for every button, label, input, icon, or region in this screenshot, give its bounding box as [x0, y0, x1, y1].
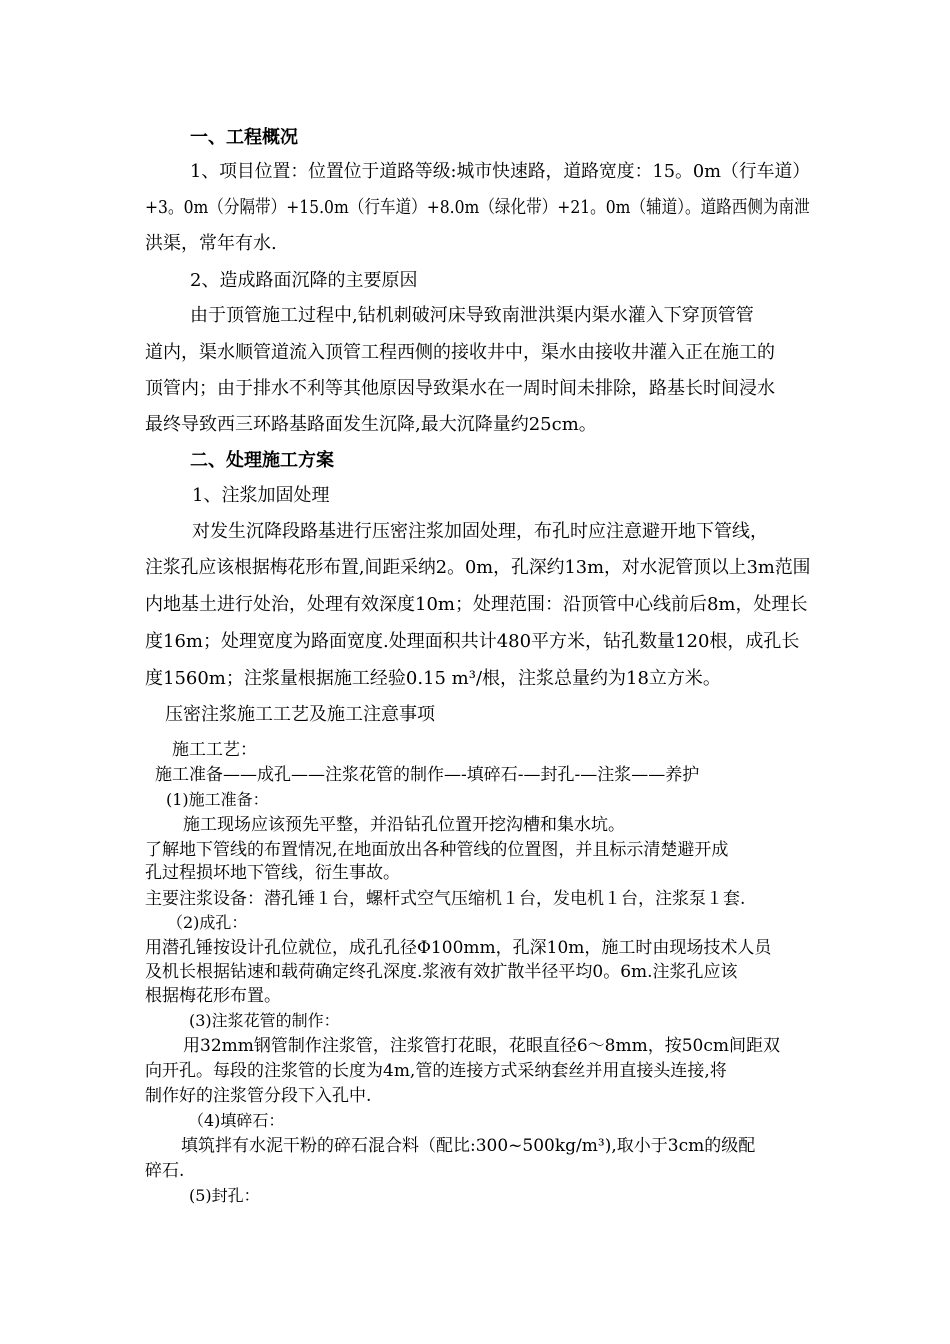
paragraph-line: 道内，渠水顺管道流入顶管工程西侧的接收井中，渠水由接收井灌入正在施工的: [145, 342, 775, 363]
paragraph-line: 及机长根据钻速和载荷确定终孔深度.浆液有效扩散半径平均0。6m.注浆孔应该: [145, 962, 738, 982]
paragraph-line: 主要注浆设备：潜孔锤１台，螺杆式空气压缩机１台，发电机１台，注浆泵１套.: [145, 889, 746, 909]
paragraph-line: 由于顶管施工过程中,钻机刺破河床导致南泄洪渠内渠水灌入下穿顶管管: [190, 305, 754, 326]
paragraph-line: 对发生沉降段路基进行压密注浆加固处理，布孔时应注意避开地下管线，: [192, 521, 768, 542]
paragraph-line: 用32mm钢管制作注浆管，注浆管打花眼，花眼直径6～8mm，按50cm间距双: [183, 1036, 781, 1056]
step-heading: (5)封孔：: [189, 1186, 260, 1205]
paragraph-line: 用潜孔锤按设计孔位就位，成孔孔径Φ100mm，孔深10m，施工时由现场技术人员: [145, 938, 772, 958]
paragraph-line: 1、项目位置：位置位于道路等级:城市快速路，道路宽度：15。0m（行车道）: [190, 161, 811, 182]
subheading: 1、注浆加固处理: [192, 485, 330, 506]
heading-treatment-plan: 二、处理施工方案: [190, 450, 334, 471]
paragraph-line: +3。0m（分隔带）+15.0m（行车道）+8.0m（绿化带）+21。0m（辅道）。道路西侧为南泄: [145, 197, 810, 218]
process-flow: 施工准备——成孔——注浆花管的制作—-填碎石-—封孔-—注浆——养护: [155, 765, 700, 785]
paragraph-line: 向开孔。每段的注浆管的长度为4m,管的连接方式采纳套丝并用直接头连接,将: [145, 1061, 727, 1081]
step-heading: （4)填碎石：: [188, 1111, 285, 1130]
paragraph-line: 碎石.: [145, 1161, 185, 1181]
paragraph-line: 最终导致西三环路基路面发生沉降,最大沉降量约25cm。: [145, 414, 597, 435]
subheading: 施工工艺：: [172, 740, 257, 760]
paragraph-line: 注浆孔应该根据梅花形布置,间距采纳2。0m，孔深约13m，对水泥管顶以上3m范围: [145, 557, 811, 578]
paragraph-line: 根据梅花形布置。: [145, 986, 281, 1006]
paragraph-line: 内地基土进行处治，处理有效深度10m；处理范围：沿顶管中心线前后8m，处理长: [145, 594, 808, 615]
paragraph-line: 顶管内；由于排水不利等其他原因导致渠水在一周时间未排除，路基长时间浸水: [145, 378, 775, 399]
subheading: 压密注浆施工工艺及施工注意事项: [165, 704, 435, 725]
paragraph-line: 孔过程损坏地下管线，衍生事故。: [145, 863, 400, 883]
heading-project-overview: 一、工程概况: [190, 127, 298, 148]
paragraph-line: 洪渠，常年有水.: [145, 233, 277, 254]
step-heading: （2)成孔：: [167, 913, 248, 932]
step-heading: (1)施工准备：: [166, 790, 269, 809]
subheading: 2、造成路面沉降的主要原因: [190, 270, 418, 291]
paragraph-line: 制作好的注浆管分段下入孔中.: [145, 1086, 372, 1106]
paragraph-line: 度16m；处理宽度为路面宽度.处理面积共计480平方米，钻孔数量120根，成孔长: [145, 631, 800, 652]
paragraph-line: 了解地下管线的布置情况,在地面放出各种管线的位置图，并且标示清楚避开成: [145, 840, 729, 860]
step-heading: (3)注浆花管的制作：: [189, 1011, 340, 1030]
paragraph-line: 填筑拌有水泥干粉的碎石混合料（配比:300~500kg/m³),取小于3cm的级配: [181, 1136, 756, 1156]
paragraph-line: 施工现场应该预先平整，并沿钻孔位置开挖沟槽和集水坑。: [183, 815, 625, 835]
paragraph-line: 度1560m；注浆量根据施工经验0.15 m³/根，注浆总量约为18立方米。: [145, 668, 721, 689]
